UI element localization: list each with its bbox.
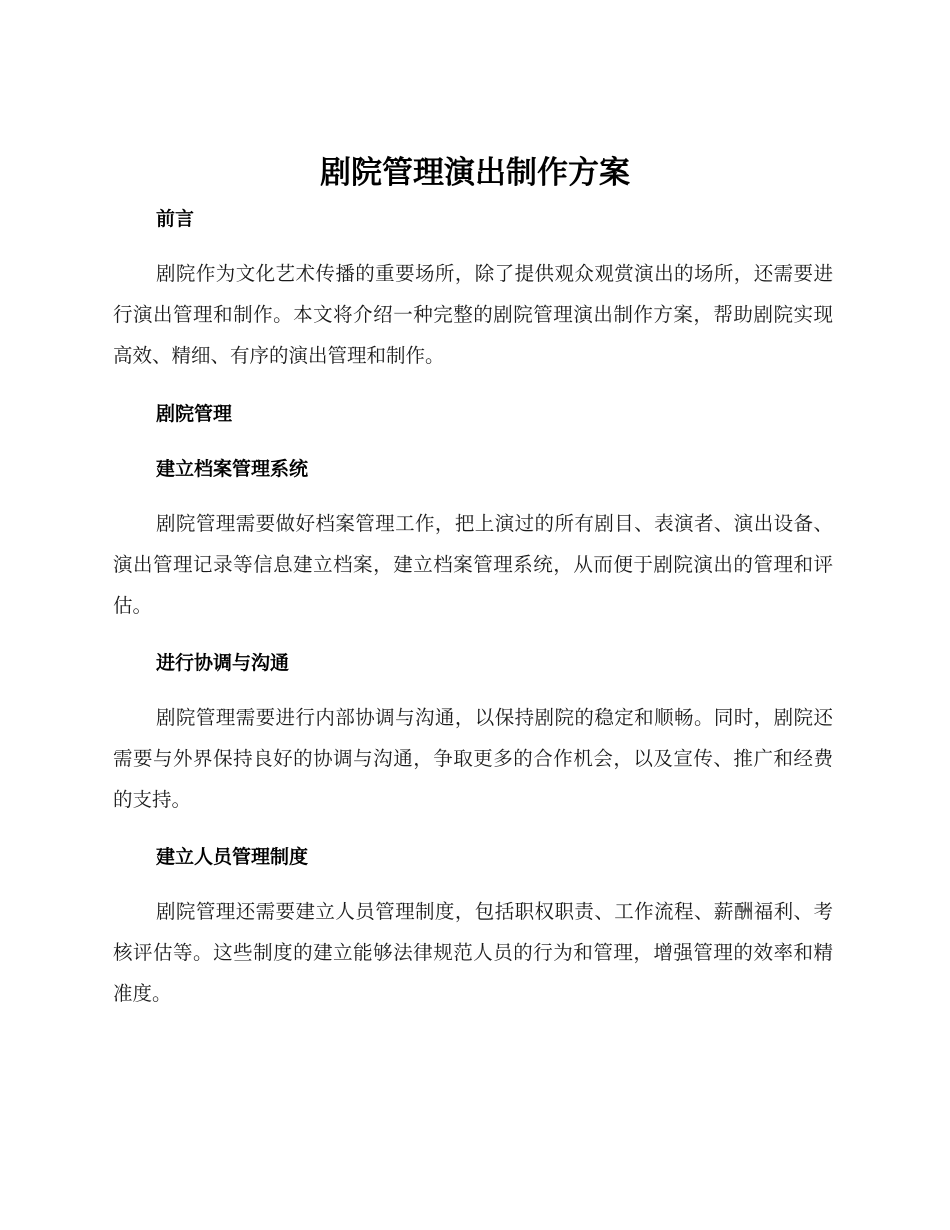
section-heading-archive-system: 建立档案管理系统 (156, 458, 309, 480)
section-paragraph-preface: 剧院作为文化艺术传播的重要场所，除了提供观众观赏演出的场所，还需要进行演出管理和制作。本文将介绍一种完整的剧院管理演出制作方案，帮助剧院实现高效、精细、有序的演出管理和制作。 (113, 262, 833, 367)
section-paragraph-personnel-system: 剧院管理还需要建立人员管理制度，包括职权职责、工作流程、薪酬福利、考核评估等。这些制度的建立能够法律规范人员的行为和管理，增强管理的效率和精准度。 (113, 900, 833, 1005)
section-paragraph-archive-system: 剧院管理需要做好档案管理工作，把上演过的所有剧目、表演者、演出设备、演出管理记录等信息建立档案，建立档案管理系统，从而便于剧院演出的管理和评估。 (113, 512, 833, 617)
section-heading-coordination: 进行协调与沟通 (156, 652, 290, 674)
section-paragraph-coordination: 剧院管理需要进行内部协调与沟通，以保持剧院的稳定和顺畅。同时，剧院还需要与外界保持良好的协调与沟通，争取更多的合作机会，以及宣传、推广和经费的支持。 (113, 706, 833, 811)
section-heading-personnel-system: 建立人员管理制度 (156, 846, 309, 868)
section-heading-theater-management: 剧院管理 (156, 403, 233, 425)
section-heading-preface: 前言 (156, 208, 195, 230)
document-title: 剧院管理演出制作方案 (320, 155, 630, 191)
